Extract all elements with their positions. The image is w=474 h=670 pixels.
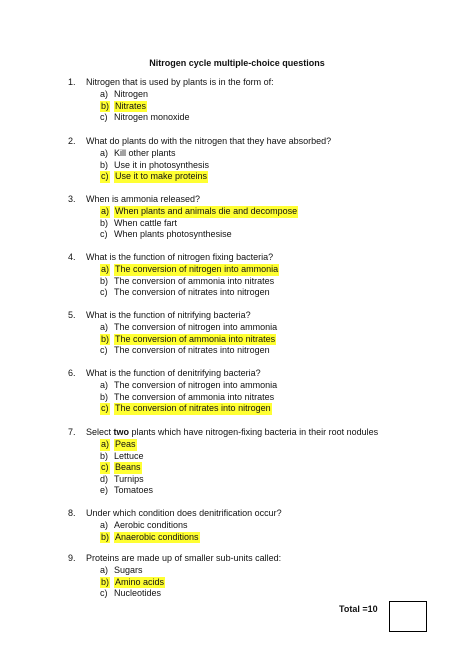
question-6 <box>68 368 448 415</box>
score-box <box>389 601 427 632</box>
option-text: Turnips <box>114 473 144 484</box>
option-letter: a) <box>100 565 109 575</box>
option-text: When plants photosynthesise <box>114 229 232 239</box>
question-number: 1. <box>68 77 76 87</box>
option-text: Nitrogen <box>114 89 149 99</box>
answer-option <box>68 171 448 183</box>
question-2 <box>68 136 448 183</box>
option-letter: c) <box>100 287 108 297</box>
option-letter: b) <box>100 450 109 461</box>
option-letter: b) <box>101 333 110 344</box>
answer-option <box>68 345 448 357</box>
question-line <box>68 508 448 520</box>
answer-option <box>68 565 448 577</box>
option-text: Aerobic conditions <box>114 520 188 530</box>
option-text: The conversion of nitrates into nitrogen <box>114 287 270 297</box>
option-letter: d) <box>100 473 109 484</box>
question-7 <box>68 427 448 497</box>
question-9 <box>68 553 448 600</box>
option-text: Use it in photosynthesis <box>114 159 210 170</box>
question-line <box>68 77 448 89</box>
option-text: Lettuce <box>114 450 144 461</box>
answer-option <box>68 264 448 276</box>
total-label: Total =10 <box>339 604 378 614</box>
option-letter: b) <box>100 217 109 228</box>
answer-option <box>68 439 448 451</box>
option-text-highlighted: Anaerobic conditions <box>115 531 199 542</box>
answer-option <box>68 322 448 334</box>
option-letter: b) <box>100 275 109 286</box>
option-text-highlighted: Amino acids <box>115 576 165 587</box>
answer-option <box>68 218 448 230</box>
question-text-emphasis: two <box>113 427 130 437</box>
option-text: The conversion of nitrogen into ammonia <box>114 380 278 390</box>
option-letter: b) <box>101 100 110 111</box>
question-number: 3. <box>68 194 76 204</box>
question-4 <box>68 252 448 299</box>
option-letter: b) <box>100 159 109 170</box>
question-line <box>68 553 448 565</box>
answer-option <box>68 160 448 172</box>
option-letter: c) <box>101 462 109 472</box>
question-number: 8. <box>68 508 76 518</box>
option-text: When cattle fart <box>114 217 178 228</box>
page-title: Nitrogen cycle multiple-choice questions <box>149 58 325 68</box>
option-letter: e) <box>100 485 109 495</box>
question-text: When is ammonia released? <box>86 194 201 204</box>
option-text: The conversion of ammonia into nitrates <box>114 391 275 402</box>
option-letter: a) <box>100 148 109 158</box>
option-text-highlighted: The conversion of nitrogen into ammonia <box>115 264 279 274</box>
question-line <box>68 136 448 148</box>
option-letter: b) <box>101 531 110 542</box>
answer-option <box>68 532 448 544</box>
answer-option <box>68 577 448 589</box>
question-3 <box>68 194 448 241</box>
question-text <box>86 427 378 439</box>
answer-option <box>68 462 448 474</box>
question-text: What is the function of nitrifying bacteria? <box>86 310 251 320</box>
option-letter: a) <box>100 89 109 99</box>
option-letter: a) <box>100 520 109 530</box>
option-text-highlighted: Beans <box>115 462 141 472</box>
option-letter: a) <box>101 439 110 449</box>
option-text: The conversion of ammonia into nitrates <box>114 275 275 286</box>
option-letter: b) <box>101 576 110 587</box>
answer-option <box>68 380 448 392</box>
answer-option <box>68 229 448 241</box>
answer-option <box>68 206 448 218</box>
option-letter: c) <box>100 112 108 122</box>
option-text-highlighted: The conversion of nitrates into nitrogen <box>115 403 271 413</box>
option-text-highlighted: Nitrates <box>115 100 147 111</box>
question-1 <box>68 77 448 124</box>
answer-option <box>68 101 448 113</box>
option-text: Kill other plants <box>114 148 176 158</box>
answer-option <box>68 89 448 101</box>
question-number: 2. <box>68 136 76 146</box>
question-line <box>68 252 448 264</box>
question-line <box>68 194 448 206</box>
option-letter: b) <box>100 391 109 402</box>
question-8 <box>68 508 448 543</box>
option-letter: a) <box>101 264 110 274</box>
option-text-highlighted: Use it to make proteins <box>115 171 208 181</box>
answer-option <box>68 451 448 463</box>
answer-option <box>68 112 448 124</box>
answer-option <box>68 287 448 299</box>
question-number: 5. <box>68 310 76 320</box>
option-text-highlighted: Peas <box>115 439 136 449</box>
question-text: Proteins are made up of smaller sub-units called: <box>86 553 282 563</box>
question-number: 9. <box>68 553 76 563</box>
question-number: 4. <box>68 252 76 262</box>
question-text: What do plants do with the nitrogen that they have absorbed? <box>86 136 332 146</box>
question-line <box>68 310 448 322</box>
answer-option <box>68 148 448 160</box>
answer-option <box>68 520 448 532</box>
question-text: Nitrogen that is used by plants is in the form of: <box>86 77 274 87</box>
option-letter: c) <box>101 171 109 181</box>
option-text: Nitrogen monoxide <box>114 112 190 122</box>
option-text-highlighted: When plants and animals die and decompose <box>115 206 298 216</box>
option-text: Sugars <box>114 565 143 575</box>
answer-option <box>68 276 448 288</box>
option-letter: c) <box>101 403 109 413</box>
question-text-pre: Select <box>86 427 114 437</box>
answer-option <box>68 403 448 415</box>
question-number: 7. <box>68 427 76 437</box>
answer-option <box>68 334 448 346</box>
question-text: What is the function of denitrifying bacteria? <box>86 368 261 378</box>
option-letter: c) <box>100 345 108 355</box>
question-text-post: plants which have nitrogen-fixing bacteria in their root nodules <box>129 427 379 437</box>
question-line <box>68 427 448 439</box>
option-letter: a) <box>100 380 109 390</box>
option-letter: c) <box>100 588 108 598</box>
option-text: The conversion of nitrogen into ammonia <box>114 322 278 332</box>
option-text: Nucleotides <box>114 588 162 598</box>
option-text-highlighted: The conversion of ammonia into nitrates <box>115 333 276 344</box>
question-number: 6. <box>68 368 76 378</box>
question-text: Under which condition does denitrification occur? <box>86 508 282 518</box>
answer-option <box>68 474 448 486</box>
option-text: The conversion of nitrates into nitrogen <box>114 345 270 355</box>
question-line <box>68 368 448 380</box>
option-letter: c) <box>100 229 108 239</box>
answer-option <box>68 392 448 404</box>
option-letter: a) <box>100 322 109 332</box>
question-5 <box>68 310 448 357</box>
answer-option <box>68 588 448 600</box>
question-text: What is the function of nitrogen fixing bacteria? <box>86 252 274 262</box>
answer-option <box>68 485 448 497</box>
option-letter: a) <box>101 206 110 216</box>
option-text: Tomatoes <box>114 485 154 495</box>
